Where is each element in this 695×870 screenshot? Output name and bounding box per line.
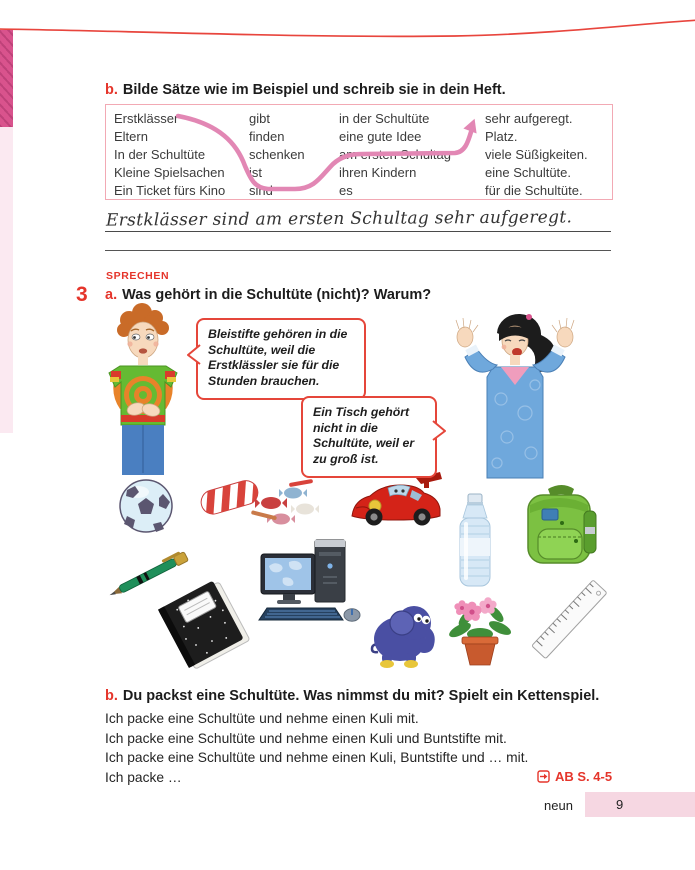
chain-game-lines xyxy=(105,709,528,787)
backpack-image xyxy=(518,483,606,576)
word-cell: in der Schultüte xyxy=(339,111,430,126)
page-number: 9 xyxy=(616,797,624,812)
workbook-arrow-icon xyxy=(537,770,550,783)
writing-line xyxy=(105,231,611,232)
word-cell: In der Schultüte xyxy=(114,147,206,162)
exercise-3a-heading xyxy=(105,287,431,303)
exercise-b-title: Bilde Sätze wie im Beispiel und schreib sie in dein Heft. xyxy=(122,82,506,98)
exercise-b2-label: b. xyxy=(105,688,118,704)
potted-flower-image xyxy=(446,590,514,673)
word-cell: eine gute Idee xyxy=(339,129,422,144)
exercise-b2-heading xyxy=(105,688,599,704)
word-cell: gibt xyxy=(249,111,270,126)
word-cell: eine Schultüte. xyxy=(485,165,572,180)
word-cell: ihren Kindern xyxy=(339,165,417,180)
toy-car-image xyxy=(348,468,446,537)
exercise-3a-question: Was gehört in die Schultüte (nicht)? Warum? xyxy=(122,287,432,303)
plush-elephant-image xyxy=(366,593,444,676)
chain-line: Ich packe … xyxy=(105,769,182,785)
handwritten-example-sentence: Erstklässer sind am ersten Schultag sehr aufgeregt. xyxy=(105,207,573,231)
speech-bubble-girl-text: Ein Tisch gehört nicht in die Schultüte, weil er zu groß ist. xyxy=(313,405,415,467)
word-cell: Eltern xyxy=(114,129,148,144)
writing-line xyxy=(105,250,611,251)
speech-bubble-tail xyxy=(432,420,446,442)
left-margin-strip-dark xyxy=(0,30,13,127)
exercise-3a-label: a. xyxy=(105,287,118,303)
exercise-b-label: b. xyxy=(105,82,118,98)
speech-bubble-boy-text: Bleistifte gehören in die Schultüte, weil die Erstklässler sie für die Stunden brauchen. xyxy=(208,327,348,389)
left-margin-strip-light xyxy=(0,127,13,433)
task-number: 3 xyxy=(76,283,88,306)
exercise-b-heading xyxy=(105,82,506,98)
workbook-reference-text: AB S. 4-5 xyxy=(555,769,613,784)
boy-illustration xyxy=(83,303,203,475)
speech-bubble-boy xyxy=(196,318,366,400)
word-cell: sehr aufgeregt. xyxy=(485,111,573,126)
desktop-computer-image xyxy=(253,536,363,633)
word-cell: Erstklässer xyxy=(114,111,179,126)
workbook-reference xyxy=(537,769,612,784)
girl-illustration xyxy=(437,303,597,485)
chain-line: Ich packe eine Schultüte und nehme einen Kuli und Buntstifte mit. xyxy=(105,730,507,746)
word-cell: viele Süßigkeiten. xyxy=(485,147,588,162)
word-cell: schenken xyxy=(249,147,305,162)
ruler-image xyxy=(523,570,615,673)
word-cell: sind xyxy=(249,183,273,198)
word-cell: ist xyxy=(249,165,262,180)
soccer-ball-image xyxy=(118,477,174,540)
word-cell: am ersten Schultag xyxy=(339,147,452,162)
page-number-word: neun xyxy=(544,798,573,813)
sweets-image xyxy=(193,473,325,540)
chain-line: Ich packe eine Schultüte und nehme einen Kuli, Buntstifte und … mit. xyxy=(105,750,529,765)
sentence-builder-table xyxy=(105,104,613,200)
word-cell: es xyxy=(339,183,353,198)
word-cell: finden xyxy=(249,129,285,144)
top-wave-line xyxy=(0,0,695,44)
water-bottle-image xyxy=(452,492,498,595)
word-cell: Kleine Spielsachen xyxy=(114,165,225,180)
skill-label: SPRECHEN xyxy=(106,270,170,282)
word-cell: für die Schultüte. xyxy=(485,183,583,198)
page-number-strip xyxy=(585,792,695,817)
speech-bubble-girl xyxy=(301,396,437,478)
word-cell: Platz. xyxy=(485,129,518,144)
word-cell: Ein Ticket fürs Kino xyxy=(114,183,226,198)
speech-bubble-tail xyxy=(187,344,201,366)
notebook-image xyxy=(158,581,250,676)
exercise-b2-title: Du packst eine Schultüte. Was nimmst du mit? Spielt ein Kettenspiel. xyxy=(122,688,600,704)
chain-line: Ich packe eine Schultüte und nehme einen Kuli mit. xyxy=(105,711,419,726)
